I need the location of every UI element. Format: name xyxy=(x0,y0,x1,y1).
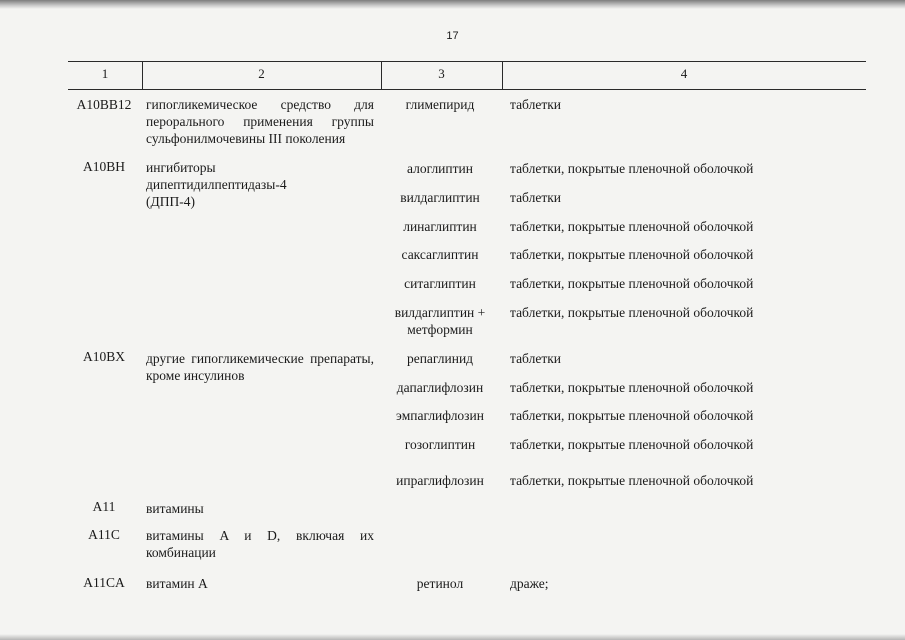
atc-description-line: (ДПП-4) xyxy=(146,194,195,209)
atc-description: витамины A и D, включая их комбинации xyxy=(146,528,374,560)
drug-name: вилдаглиптин + метформин xyxy=(394,305,486,337)
drug-name: саксаглиптин xyxy=(401,247,479,262)
scan-edge-top xyxy=(0,0,905,9)
drug-name: алоглиптин xyxy=(407,161,473,176)
drug-name: линаглиптин xyxy=(403,219,477,234)
dosage-form: драже; xyxy=(510,576,549,591)
dosage-form: таблетки, покрытые пленочной оболочкой xyxy=(510,473,754,488)
dosage-form: таблетки, покрытые пленочной оболочкой xyxy=(510,305,754,320)
atc-code: A11 xyxy=(92,499,116,514)
atc-code: A10BB12 xyxy=(76,97,132,112)
header-col-4: 4 xyxy=(680,66,688,81)
dosage-form: таблетки, покрытые пленочной оболочкой xyxy=(510,276,754,291)
header-col-1: 1 xyxy=(101,66,109,81)
atc-code: A11C xyxy=(88,527,120,542)
drug-name: ипраглифлозин xyxy=(396,473,484,488)
drug-name: репаглинид xyxy=(406,351,474,366)
dosage-form: таблетки, покрытые пленочной оболочкой xyxy=(510,380,754,395)
atc-description-line: дипептидилпептидазы-4 xyxy=(146,177,287,192)
atc-description: витамин A xyxy=(146,576,208,591)
drug-name: эмпаглифлозин xyxy=(396,408,484,423)
dosage-form: таблетки xyxy=(510,190,562,205)
dosage-form: таблетки, покрытые пленочной оболочкой xyxy=(510,437,754,452)
header-col-3: 3 xyxy=(438,66,445,81)
atc-description-line: ингибиторы xyxy=(146,160,216,175)
scan-edge-bottom xyxy=(0,634,905,640)
atc-code: A11CA xyxy=(83,575,125,590)
table-top-border xyxy=(68,61,866,62)
header-col-2: 2 xyxy=(258,66,265,81)
atc-description: гипогликемическое средство для перорального применения группы сульфонилмочевины III поколения xyxy=(146,97,374,146)
dosage-form: таблетки, покрытые пленочной оболочкой xyxy=(510,247,754,262)
drug-name: ситаглиптин xyxy=(404,276,476,291)
table-header-border xyxy=(68,89,866,90)
page-number: 17 xyxy=(446,30,459,42)
dosage-form: таблетки xyxy=(510,351,562,366)
drug-name: ретинол xyxy=(416,576,464,591)
atc-code: A10BH xyxy=(82,159,125,174)
dosage-form: таблетки, покрытые пленочной оболочкой xyxy=(510,408,754,423)
drug-name: гозоглиптин xyxy=(404,437,476,452)
dosage-form: таблетки, покрытые пленочной оболочкой xyxy=(510,161,754,176)
drug-name: глимепирид xyxy=(405,97,475,112)
drug-name: вилдаглиптин xyxy=(400,190,480,205)
dosage-form: таблетки, покрытые пленочной оболочкой xyxy=(510,219,754,234)
atc-code: A10BX xyxy=(82,349,125,364)
dosage-form: таблетки xyxy=(510,97,562,112)
drug-name: дапаглифлозин xyxy=(396,380,484,395)
atc-description: витамины xyxy=(146,501,204,516)
atc-description: другие гипогликемические препараты, кроме инсулинов xyxy=(146,351,374,383)
